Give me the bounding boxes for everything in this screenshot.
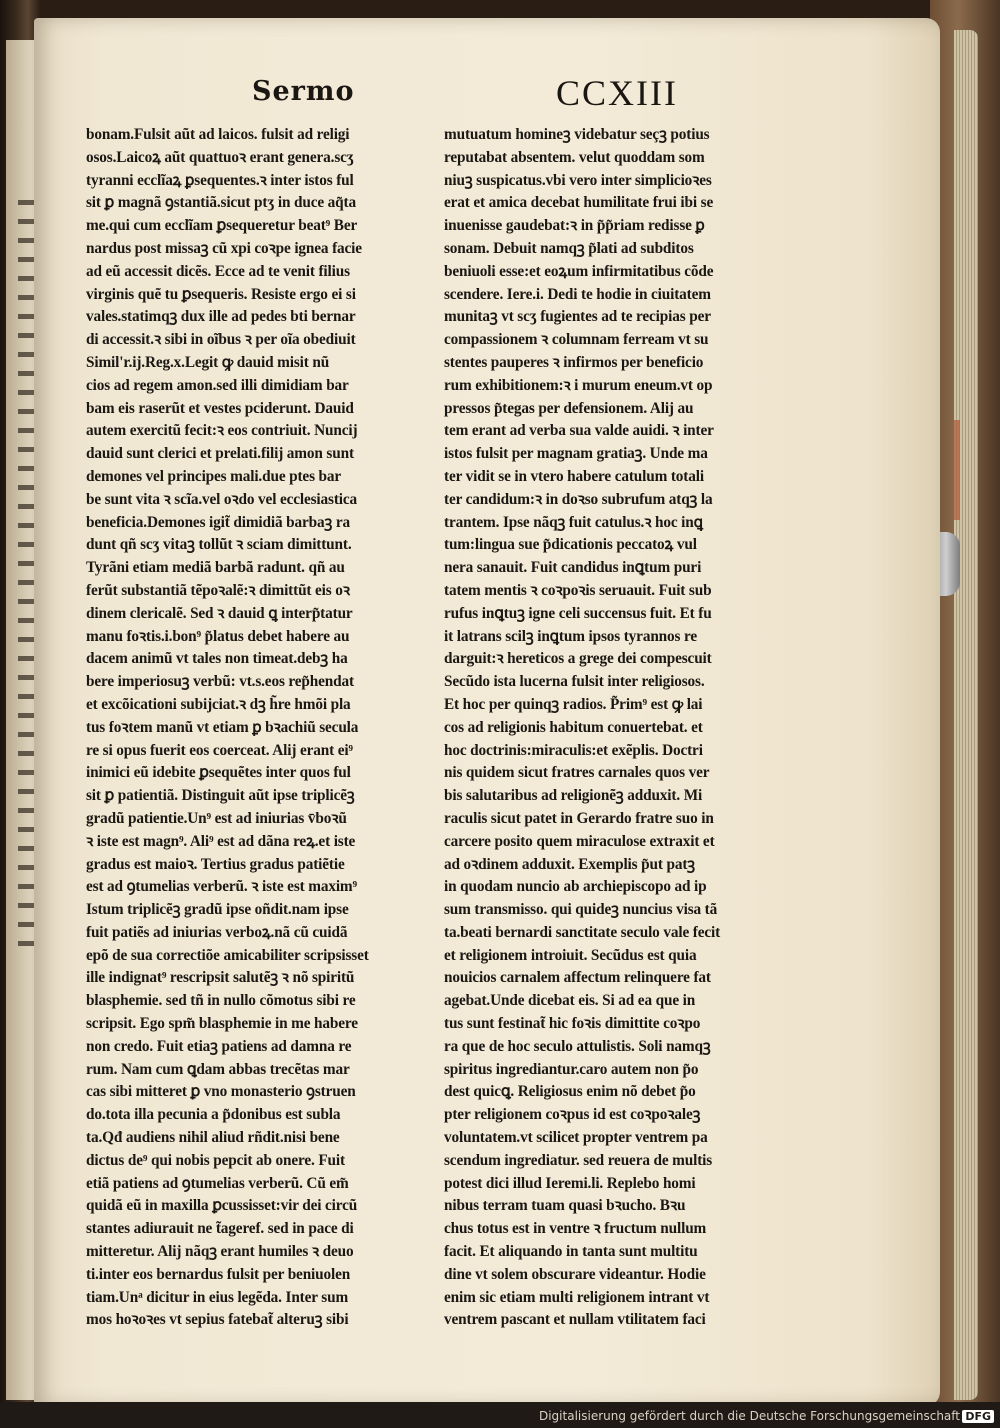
text-line: blasphemie. sed tñ in nullo cõmotus sibi re [86, 992, 356, 1010]
text-line: dest quicꝗ. Religiosus enim nõ debet p̃o [444, 1083, 696, 1101]
text-line: scripsit. Ego spm̃ blasphemie in me habere [86, 1015, 358, 1033]
text-line: reputabat absentem. velut quoddam som [444, 148, 705, 166]
text-line: scendum ingrediatur. sed reuera de multis [444, 1151, 713, 1169]
text-line: fuit patiẽs ad iniurias verboꝝ.nã cũ cuidã [86, 923, 348, 941]
text-line: ta.beati bernardi sanctitate seculo vale fecit [444, 923, 721, 941]
page-stack [954, 30, 978, 1400]
text-line: osos.Laicoꝝ aũt quattuoꝛ erant genera.scʒ [86, 148, 354, 166]
text-line: stantes adiurauit ne t̃ageref. sed in pace di [86, 1220, 354, 1238]
text-line: autem exercitũ fecit:ꝛ eos contriuit. Nuncij [86, 422, 358, 440]
text-line: nibus terram tuam quasi bꝛucho. Bꝛu [444, 1197, 686, 1215]
running-head-title: Sermo [252, 76, 355, 107]
footer-credit: Digitalisierung gefördert durch die Deutsche Forschungsgemeinschaft [538, 1409, 960, 1423]
text-line: sonam. Debuit namqꝫ p̃lati ad subditos [444, 239, 694, 257]
dfg-logo-badge: DFG [962, 1410, 994, 1423]
text-line: nis quidem sicut fratres carnales quos ver [444, 764, 710, 782]
text-line: be sunt vita ꝛ scĩa.vel oꝛdo vel ecclesiastica [86, 490, 358, 508]
text-line: in quodam nuncio ab archiepiscopo ad ip [444, 878, 707, 896]
text-line: bonam.Fulsit aũt ad laicos. fulsit ad religi [86, 126, 350, 143]
text-line: ter candidum:ꝛ in doꝛso subrufum atqꝫ la [444, 490, 713, 508]
text-line: ille indignat⁹ rescripsit salutẽꝫ ꝛ nõ spiritũ [86, 969, 355, 987]
text-line: compassionem ꝛ columnam ferream vt su [444, 331, 709, 349]
text-line: tus foꝛtem manũ vt etiam ꝑ bꝛachiũ secula [86, 718, 359, 736]
text-line: sit ꝑ patientiã. Distinguit aũt ipse triplicẽꝫ [86, 787, 355, 805]
text-line: agebat.Unde dicebat eis. Si ad ea que in [444, 992, 696, 1010]
text-line: cos ad religionis habitum conuertebat. et [444, 718, 703, 736]
digitization-footer [0, 1402, 1000, 1428]
text-line: non credo. Fuit etiaꝫ patiens ad damna re [86, 1037, 352, 1055]
text-line: manu foꝛtis.i.bon⁹ p̃latus debet habere au [86, 627, 350, 645]
text-line: ad oꝛdinem adduxit. Exemplis p̃ut patꝫ [444, 855, 695, 873]
text-line: gradũ patientie.Un⁹ est ad iniurias v̄boꝛũ [86, 809, 347, 827]
text-line: erat et amica decebat humilitate frui ibi se [444, 194, 714, 212]
text-line: tus sunt festinat̃ hic foꝛis dimittite coꝛpo [444, 1015, 701, 1033]
text-line: mitteretur. Alij nãqꝫ erant humiles ꝛ deuo [86, 1243, 354, 1261]
ribbon-fragment [954, 420, 960, 520]
text-line: quidã eũ in maxilla ꝑcussisset:vir dei circũ [86, 1197, 358, 1215]
text-line: carcere posito quem miraculose extraxit et [444, 832, 715, 850]
text-line: inuenisse gaudebat:ꝛ in p̃p̃riam redisse ꝑ [444, 217, 705, 235]
text-line: nouicios carnalem affectum relinquere fat [444, 969, 711, 987]
text-line: pressos p̃tegas per defensionem. Alij au [444, 399, 694, 417]
text-line: virginis quẽ tu ꝑsequeris. Resiste ergo ei si [86, 285, 356, 303]
text-column-left [86, 124, 436, 1332]
text-line: dictus de⁹ qui nobis pepcit ab onere. Fuit [86, 1151, 345, 1169]
text-line: ferũt substantiã tẽpoꝛalẽ:ꝛ dimittũt eis oꝛ [86, 581, 350, 599]
text-line: me.qui cum ecclĩam ꝑsequeretur beat⁹ Ber [86, 217, 358, 235]
text-line: dauid sunt clerici et prelati.filij amon sunt [86, 445, 354, 463]
text-line: demones vel principes mali.due ptes bar [86, 467, 342, 485]
text-line: spiritus ingrediantur.caro autem non p̃o [444, 1060, 699, 1078]
running-head [34, 73, 940, 116]
text-line: et excõicationi subijciat.ꝛ dꝫ h̃re hmõi pla [86, 695, 351, 713]
text-line: ta.Qđ audiens nihil aliud rñdit.nisi bene [86, 1129, 340, 1147]
book-right-edge [930, 0, 1000, 1428]
text-line: tatem mentis ꝛ coꝛpoꝛis seruauit. Fuit sub [444, 581, 712, 599]
text-line: di accessit.ꝛ sibi in oĩbus ꝛ per oĩa obediuit [86, 331, 356, 349]
text-line: nera sanauit. Fuit candidus inꝗtum puri [444, 559, 702, 577]
text-line: munitaꝫ vt scʒ fugientes ad te recipias per [444, 308, 711, 326]
text-line: ter vidit se in vtero habere catulum totali [444, 467, 704, 485]
text-line: et religionem introiuit. Secũdus est quia [444, 946, 697, 964]
text-line: bere imperiosuꝫ verbũ: vt.s.eos rep̃hendat [86, 673, 354, 691]
text-line: chus totus est in ventre ꝛ fructum nullum [444, 1220, 707, 1238]
text-line: do.tota illa pecunia a p̃donibus est subla [86, 1106, 341, 1124]
text-line: istos fulsit per magnam gratiaꝫ. Unde ma [444, 445, 708, 463]
text-line: sum transmisso. qui quideꝫ nuncius visa tã [444, 901, 718, 919]
text-line: niuꝫ suspicatus.vbi vero inter simplicioꝛes [444, 171, 712, 189]
text-line: bis salutaribus ad religionẽꝫ adduxit. Mi [444, 787, 703, 805]
text-line: beneficia.Demones igit̃ dimidiã barbaꝫ ra [86, 513, 350, 531]
text-line: ventrem pascant et nullam vtilitatem faci [444, 1311, 706, 1329]
text-line: rum exhibitionem:ꝛ i murum eneum.vt op [444, 376, 713, 394]
text-line: trantem. Ipse nãqꝫ fuit catulus.ꝛ hoc inꝗ [444, 513, 703, 531]
text-line: bam eis raserũt et vestes pciderunt. Dauid [86, 399, 354, 417]
text-line: Simil'r.ij.Reg.x.Legit ꝙ dauid misit nũ [86, 353, 330, 371]
text-line: rum. Nam cum ꝗdam abbas trecẽtas mar [86, 1060, 350, 1078]
text-line: hoc doctrinis:miraculis:et exẽplis. Doctri [444, 741, 703, 759]
text-line: facit. Et aliquando in tanta sunt multitu [444, 1243, 698, 1261]
text-line: stentes pauperes ꝛ infirmos per beneficio [444, 353, 704, 371]
text-line: it latrans scilꝫ inꝗtum ipsos tyrannos re [444, 627, 698, 645]
folio-number: CCXIII [556, 73, 678, 113]
text-line: tem erant ad verba sua valde auidi. ꝛ inter [444, 422, 714, 440]
text-line: tum:lingua sue p̃dicationis peccatoꝝ vul [444, 536, 697, 554]
text-line: dunt qñ scʒ vitaꝫ tollũt ꝛ sciam dimittunt. [86, 536, 352, 554]
text-line: cas sibi mitteret ꝑ vno monasterio ꝯstruen [86, 1083, 356, 1101]
text-line: voluntatem.vt scilicet propter ventrem pa [444, 1129, 708, 1147]
text-line: Secũdo ista lucerna fulsit inter religiosos. [444, 673, 705, 691]
text-line: scendere. Iere.i. Dedi te hodie in ciuitatem [444, 285, 711, 303]
text-line: ꝛ iste est magn⁹. Ali⁹ est ad dãna reꝝ.et iste [86, 832, 356, 850]
text-line: est ad ꝯtumelias verberũ. ꝛ iste est maxim⁹ [86, 878, 357, 896]
text-column-right [444, 124, 794, 1332]
text-line: Tyrãni etiam mediã barbã radunt. qñ au [86, 559, 345, 577]
text-line: ti.inter eos bernardus fulsit per beniuolen [86, 1265, 351, 1283]
text-line: dine vt solem obscurare videantur. Hodie [444, 1265, 706, 1283]
text-line: dinem clericalẽ. Sed ꝛ dauid ꝗ interp̃tatur [86, 604, 353, 622]
text-line: etiã patiens ad ꝯtumelias verberũ. Cũ em̃ [86, 1174, 349, 1192]
text-line: darguit:ꝛ hereticos a grege dei compescuit [444, 650, 712, 668]
text-line: epõ de sua correctiõe amicabiliter scripsisset [86, 946, 369, 964]
text-line: inimici eũ idebite ꝑsequẽtes inter quos ful [86, 764, 351, 782]
text-line: Istum triplicẽꝫ gradũ ipse oñdit.nam ipse [86, 901, 349, 919]
text-line: rufus inꝗtuꝫ igne celi succensus fuit. Et fu [444, 604, 712, 622]
text-line: re si opus fuerit eos coerceat. Alij erant ei⁹ [86, 741, 353, 759]
text-line: nardus post missaꝫ cũ xpi coꝛpe ignea facie [86, 239, 362, 257]
text-line: tyranni ecclĩaꝝ ꝑsequentes.ꝛ inter istos ful [86, 171, 354, 189]
text-line: tiam.Unͣ dicitur in eius legẽda. Inter sum [86, 1288, 349, 1306]
text-line: mos hoꝛoꝛes vt sepius fatebat̃ alteruꝫ sibi [86, 1311, 349, 1329]
text-line: ra que de hoc seculo attulistis. Soli namqꝫ [444, 1037, 711, 1055]
text-line: sit ꝑ magnã ꝯstantiã.sicut ptʒ in duce aq̃ta [86, 194, 356, 212]
text-line: cios ad regem amon.sed illi dimidiam bar [86, 376, 349, 394]
text-line: potest dici illud Ieremi.li. Replebo homi [444, 1174, 696, 1192]
text-line: dacem animũ vt tales non timeat.debꝫ ha [86, 650, 348, 668]
book-page [34, 18, 940, 1406]
text-line: mutuatum homineꝫ videbatur seçꝫ potius [444, 126, 710, 143]
text-line: Et hoc per quinqꝫ radios. P̃rim⁹ est ꝙ lai [444, 695, 703, 713]
text-line: pter religionem coꝛpus id est coꝛpoꝛaleꝫ [444, 1106, 701, 1124]
text-line: gradus est maioꝛ. Tertius gradus patiẽtie [86, 855, 345, 873]
text-line: beniuoli esse:et eoꝝum infirmitatibus cõde [444, 262, 714, 280]
text-line: raculis sicut patet in Gerardo fratre suo in [444, 809, 714, 827]
text-line: enim sic etiam multi religionem intrant vt [444, 1288, 710, 1306]
text-line: vales.statimqꝫ dux ille ad pedes bti bernar [86, 308, 356, 326]
text-line: ad eũ accessit dicẽs. Ecce ad te venit filius [86, 262, 350, 280]
